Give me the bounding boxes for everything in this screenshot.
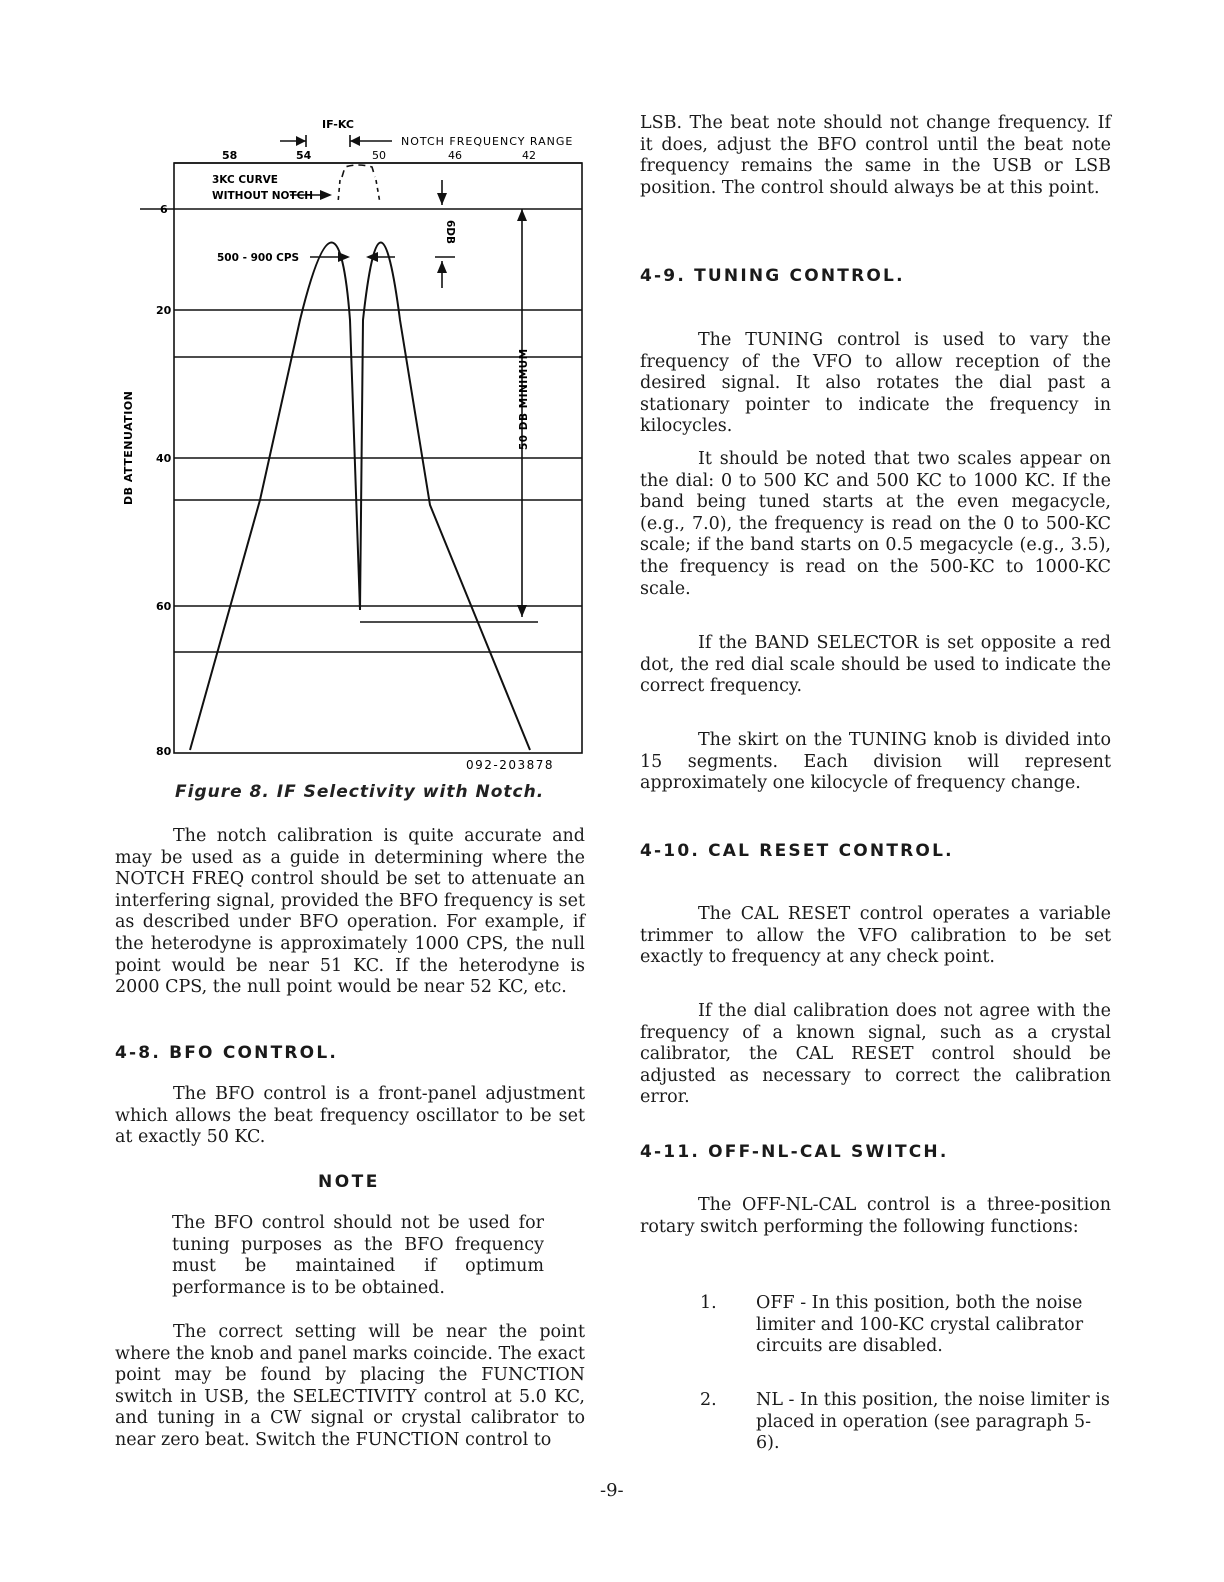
- right-paragraph-7-text: The OFF-NL-CAL control is a three-position rotary switch performing the following functions:: [640, 1195, 1111, 1237]
- heading-4-10: 4-10. CAL RESET CONTROL.: [640, 841, 954, 861]
- right-paragraph-6-text: If the dial calibration does not agree with the frequency of a known signal, such as a crystal calibrator, the CAL RESET control should be adjusted as necessary to correct the calibration error.: [640, 1001, 1111, 1108]
- left-paragraph-3: [115, 1322, 585, 1452]
- list-item-2-number: 2.: [700, 1390, 717, 1410]
- right-paragraph-4: [640, 730, 1111, 795]
- right-paragraph-5: [640, 904, 1111, 969]
- left-paragraph-2: [115, 1084, 585, 1149]
- note-text: The BFO control should not be used for tuning purposes as the BFO frequency must be maintained if optimum performance is to be obtained.: [172, 1213, 544, 1298]
- heading-4-9: 4-9. TUNING CONTROL.: [640, 266, 905, 286]
- right-paragraph-5-text: The CAL RESET control operates a variable trimmer to allow the VFO calibration to be set exactly to frequency at any check point.: [640, 904, 1111, 968]
- y-axis-label: DB ATTENUATION: [122, 390, 135, 505]
- curve-without-notch: [342, 165, 375, 177]
- heading-4-8: 4-8. BFO CONTROL.: [115, 1043, 339, 1063]
- curve-label-line1: 3KC CURVE: [212, 174, 278, 186]
- x-tick-50: 50: [372, 149, 386, 162]
- drawing-number: 092-203878: [466, 758, 555, 772]
- right-paragraph-3-text: If the BAND SELECTOR is set opposite a red dot, the red dial scale should be used to indicate the correct frequency.: [640, 633, 1111, 697]
- right-paragraph-4-text: The skirt on the TUNING knob is divided into 15 segments. Each division will represent approximately one kilocycle of frequency change.: [640, 730, 1111, 794]
- x-tick-58: 58: [222, 149, 238, 162]
- right-paragraph-2-text: It should be noted that two scales appear on the dial: 0 to 500 KC and 500 KC to 1000 KC. If the band being tuned starts at the even megacycle, (e.g., 7.0), the frequency is read on the 0 to 500-KC scale; if the band starts on 0.5 megacycle (e.g., 3.5), the frequency is read on the 500-KC to 1000-KC scale.: [640, 449, 1111, 599]
- right-paragraph-2: [640, 449, 1111, 600]
- selectivity-curve: [190, 243, 530, 751]
- right-paragraph-3: [640, 633, 1111, 698]
- y-tick-80: 80: [156, 745, 172, 758]
- left-paragraph-1-text: The notch calibration is quite accurate and may be used as a guide in determining where the NOTCH FREQ control should be set to attenuate an interfering signal, provided the BFO frequency is set as described under BFO operation. For example, if the heterodyne is approximately 1000 CPS, the null point would be near 51 KC. If the heterodyne is 2000 CPS, the null point would be near 52 KC, etc.: [115, 826, 585, 998]
- y-tick-60: 60: [156, 600, 172, 613]
- x-tick-46: 46: [448, 149, 462, 162]
- left-paragraph-2-text: The BFO control is a front-panel adjustment which allows the beat frequency oscillator to be set at exactly 50 KC.: [115, 1084, 585, 1148]
- curve-label-line2: WITHOUT NOTCH: [212, 190, 314, 202]
- y-tick-20: 20: [156, 304, 172, 317]
- notch-range-label: NOTCH FREQUENCY RANGE: [401, 135, 574, 148]
- if-selectivity-figure: [110, 105, 590, 805]
- figure-caption: Figure 8. IF Selectivity with Notch.: [175, 782, 545, 802]
- page-number: -9-: [600, 1480, 624, 1501]
- six-db-label: 6DB: [444, 220, 456, 245]
- right-paragraph-7: [640, 1195, 1111, 1238]
- selectivity-chart: [110, 105, 590, 805]
- list-item-1-text: OFF - In this position, both the noise limiter and 100-KC crystal calibrator circuits are disabled.: [756, 1293, 1084, 1357]
- x-tick-54: 54: [296, 149, 312, 162]
- right-paragraph-0: LSB. The beat note should not change frequency. If it does, adjust the BFO control until the beat note frequency remains the same in the USB or LSB position. The control should always be at this point.: [640, 113, 1111, 198]
- list-item-2-text: NL - In this position, the noise limiter is placed in operation (see paragraph 5-6).: [756, 1390, 1110, 1454]
- y-tick-6: 6: [160, 203, 168, 216]
- if-kc-label: IF-KC: [322, 118, 354, 131]
- right-paragraph-1-text: The TUNING control is used to vary the frequency of the VFO to allow reception of the desired signal. It also rotates the dial past a stationary pointer to indicate the frequency in kilocycles.: [640, 330, 1111, 437]
- y-tick-40: 40: [156, 452, 172, 465]
- right-paragraph-1: [640, 330, 1111, 438]
- note-heading: NOTE: [318, 1172, 380, 1192]
- x-tick-42: 42: [522, 149, 536, 162]
- left-paragraph-1: [115, 826, 585, 999]
- left-paragraph-3-text: The correct setting will be near the point where the knob and panel marks coincide. The exact point may be found by placing the FUNCTION switch in USB, the SELECTIVITY control at 5.0 KC, and tuning in a CW signal or crystal calibrator to near zero beat. Switch the FUNCTION control to: [115, 1322, 585, 1450]
- list-item-1-number: 1.: [700, 1293, 717, 1313]
- fifty-db-label: 50 DB MINIMUM: [518, 348, 530, 450]
- right-paragraph-6: [640, 1001, 1111, 1109]
- heading-4-11: 4-11. OFF-NL-CAL SWITCH.: [640, 1142, 949, 1162]
- cps-label: 500 - 900 CPS: [217, 252, 300, 264]
